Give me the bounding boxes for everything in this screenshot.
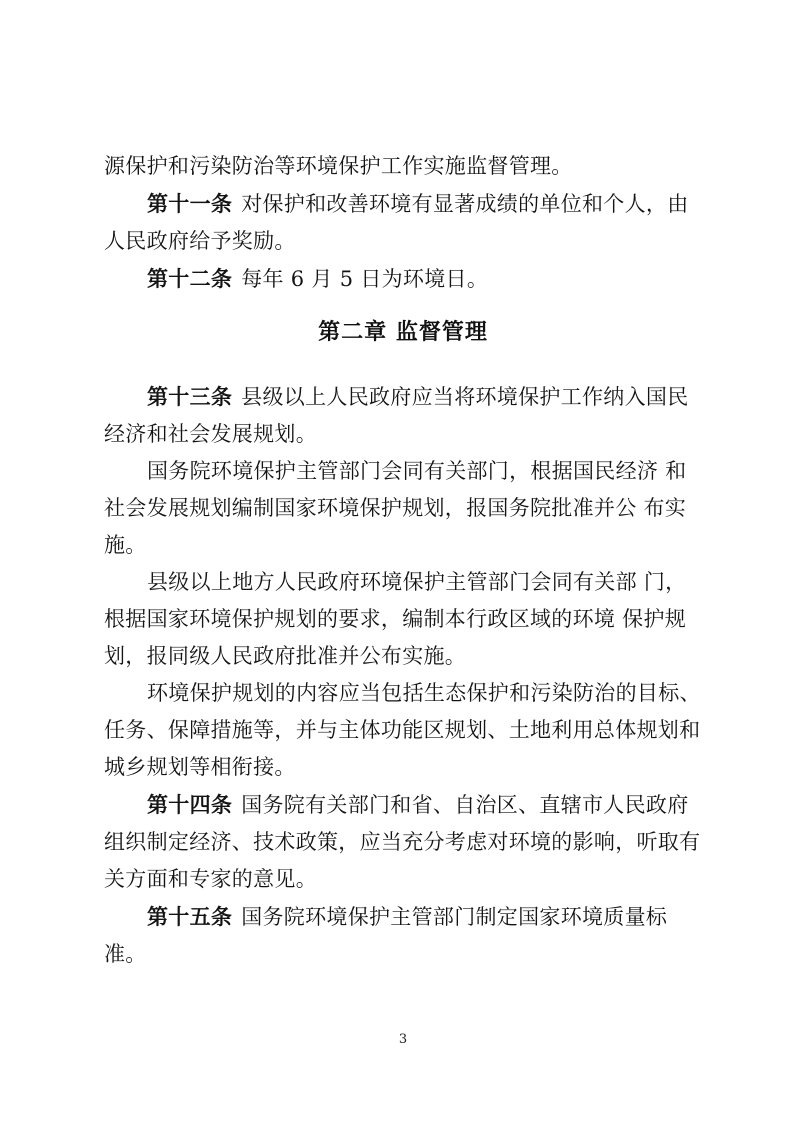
line-text: 国务院有关部门和省、自治区、直辖市人民政府 [241,793,689,817]
line-text: 县级以上人民政府应当将环境保护工作纳入国民 [241,385,689,409]
document-body [104,148,702,973]
text-line [104,601,702,638]
line-text: 经济和社会发展规划。 [104,422,317,446]
chapter-heading: 第二章 监督管理 [318,320,488,345]
line-text: 准。 [104,942,147,966]
line-text: 划，报同级人民政府批准并公布实施。 [104,644,467,668]
text-line [104,824,702,861]
line-text: 县级以上地方人民政府环境保护主管部门会同有关部 门， [147,570,687,594]
line-text: 对保护和改善环境有显著成绩的单位和个人，由 [241,192,689,216]
text-line [104,527,702,564]
article-number: 第十四条 [147,792,233,817]
text-line [104,148,702,185]
text-line [104,786,702,824]
line-text: 国务院环境保护主管部门制定国家环境质量标 [241,905,668,929]
text-line [104,898,702,936]
article-number: 第十三条 [147,384,233,409]
text-line [104,712,702,749]
article-number: 第十一条 [147,191,233,216]
line-text: 组织制定经济、技术政策，应当充分考虑对环境的影响，听取有 [104,830,701,854]
line-text: 城乡规划等相衔接。 [104,755,296,779]
text-line [104,378,702,416]
line-text: 源保护和污染防治等环境保护工作实施监督管理。 [104,154,573,178]
page-number: 3 [398,1032,408,1047]
line-text: 国务院环境保护主管部门会同有关部门，根据国民经济 和 [147,459,687,483]
text-line [104,260,702,298]
text-line [104,185,702,223]
article-number: 第十二条 [147,266,233,291]
text-line [104,490,702,527]
text-line [104,453,702,490]
text-line [104,749,702,786]
text-line [104,936,702,973]
text-line [104,223,702,260]
text-line [104,416,702,453]
text-line [104,675,702,712]
line-text: 人民政府给予奖励。 [104,229,296,253]
line-text: 环境保护规划的内容应当包括生态保护和污染防治的目标、 [147,681,701,705]
line-text: 每年 6 月 5 日为环境日。 [241,267,489,291]
article-number: 第十五条 [147,904,233,929]
text-line [104,861,702,898]
line-text: 任务、保障措施等，并与主体功能区规划、土地利用总体规划和 [104,718,701,742]
line-text: 社会发展规划编制国家环境保护规划，报国务院批准并公 布实 [104,496,687,520]
line-text: 施。 [104,533,147,557]
line-text: 关方面和专家的意见。 [104,867,317,891]
line-text: 根据国家环境保护规划的要求，编制本行政区域的环境 保护规 [104,607,687,631]
text-line [104,638,702,675]
text-line [104,564,702,601]
